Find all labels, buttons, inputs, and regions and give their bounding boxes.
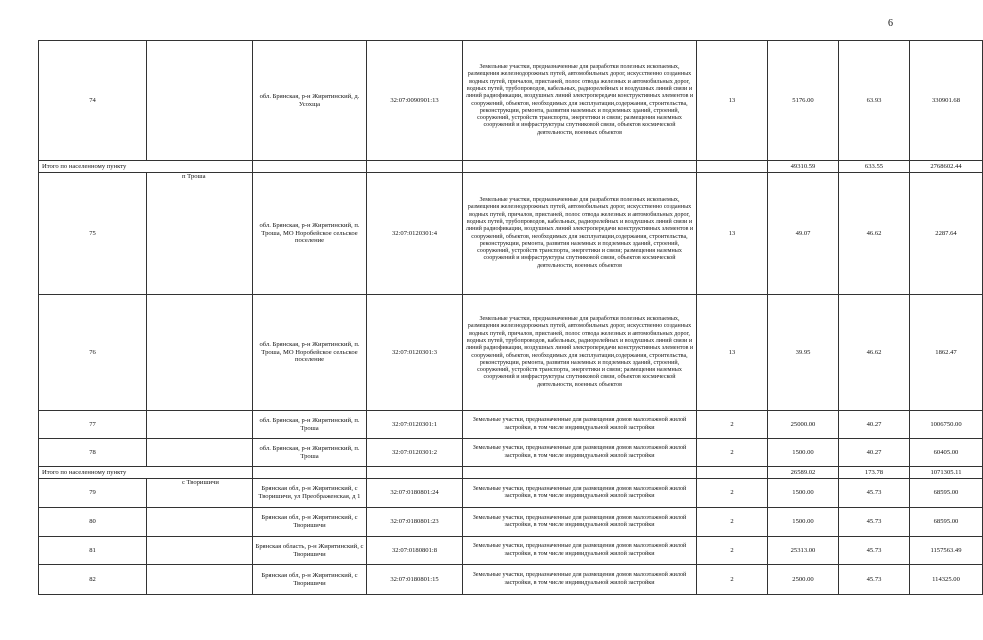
- cadastral-number: 32:07:0180801:24: [367, 479, 463, 508]
- empty-cell: [697, 467, 768, 479]
- total-area: 49310.59: [768, 161, 839, 173]
- rate-value: 63.93: [839, 41, 910, 161]
- area-value: 1500.00: [768, 479, 839, 508]
- cost-value: 1157563.49: [910, 537, 983, 565]
- total-rate: 633.55: [839, 161, 910, 173]
- row-number: 79: [39, 479, 147, 508]
- use-group-code: 2: [697, 508, 768, 537]
- total-cost: 2768602.44: [910, 161, 983, 173]
- permitted-use: Земельные участки, предназначенные для размещения домов малоэтажной жилой застройки, в том числе индивидуальной жилой застройки: [463, 439, 697, 467]
- permitted-use: Земельные участки, предназначенные для размещения домов малоэтажной жилой застройки, в том числе индивидуальной жилой застройки: [463, 411, 697, 439]
- settlement-cell: [147, 565, 253, 595]
- total-row: [39, 161, 983, 173]
- address-cell: обл. Брянская, р-н Жирятинский, п. Троша, МО Норобейское сельское поселение: [253, 173, 367, 295]
- empty-cell: [463, 161, 697, 173]
- address-cell: обл. Брянская, р-н Жирятинский, п. Троша: [253, 411, 367, 439]
- rate-value: 45.73: [839, 565, 910, 595]
- cadastral-number: 32:07:0090901:13: [367, 41, 463, 161]
- area-value: 1500.00: [768, 508, 839, 537]
- use-group-code: 2: [697, 411, 768, 439]
- table-row: [39, 508, 983, 537]
- total-rate: 173.78: [839, 467, 910, 479]
- row-number: 80: [39, 508, 147, 537]
- settlement-cell: [147, 439, 253, 467]
- permitted-use: Земельные участки, предназначенные для разработки полезных ископаемых, размещения железнодорожных путей, автомобильных дорог, искусственно созданных водных путей, причалов, пристаней, полос отвода железных и автомобильных дорог, водных путей, трубопроводов, кабельных, радиорелейных и воздушных линий связи и линий радиофикации, воздушных линий электропередачи конструктивных элементов и сооружений, объектов, необходимых для эксплуатации,содержания, строительства, реконструкции, ремонта, развития наземных и подземных зданий, строений, сооружений, устройств транспорта, энергетики и связи; размещения наземных сооружений и инфраструктуры спутниковой связи, объектов космической деятельности, военных объектов: [463, 295, 697, 411]
- area-value: 39.95: [768, 295, 839, 411]
- total-cost: 1071305.11: [910, 467, 983, 479]
- settlement-cell: [147, 508, 253, 537]
- table-body: [39, 41, 983, 595]
- cost-value: 114325.00: [910, 565, 983, 595]
- permitted-use: Земельные участки, предназначенные для размещения домов малоэтажной жилой застройки, в том числе индивидуальной жилой застройки: [463, 508, 697, 537]
- address-cell: Брянская область, р-н Жирятинский, с Творишичи: [253, 537, 367, 565]
- cost-value: 68595.00: [910, 508, 983, 537]
- cost-value: 60405.00: [910, 439, 983, 467]
- use-group-code: 13: [697, 41, 768, 161]
- permitted-use: Земельные участки, предназначенные для разработки полезных ископаемых, размещения железнодорожных путей, автомобильных дорог, искусственно созданных водных путей, причалов, пристаней, полос отвода железных и автомобильных дорог, водных путей, трубопроводов, кабельных, радиорелейных и воздушных линий связи и линий радиофикации, воздушных линий электропередачи конструктивных элементов и сооружений, объектов, необходимых для эксплуатации,содержания, строительства, реконструкции, ремонта, развития наземных и подземных зданий, строений, сооружений, устройств транспорта, энергетики и связи; размещения наземных сооружений и инфраструктуры спутниковой связи, объектов космической деятельности, военных объектов: [463, 173, 697, 295]
- cost-value: 1006750.00: [910, 411, 983, 439]
- settlement-cell: [147, 411, 253, 439]
- empty-cell: [463, 467, 697, 479]
- empty-cell: [367, 161, 463, 173]
- address-cell: Брянская обл, р-н Жирятинский, с Творишичи: [253, 565, 367, 595]
- rate-value: 45.73: [839, 479, 910, 508]
- settlement-cell: [147, 295, 253, 411]
- settlement-cell: [147, 41, 253, 161]
- empty-cell: [697, 161, 768, 173]
- cadastral-number: 32:07:0180801:8: [367, 537, 463, 565]
- row-number: 74: [39, 41, 147, 161]
- permitted-use: Земельные участки, предназначенные для размещения домов малоэтажной жилой застройки, в том числе индивидуальной жилой застройки: [463, 537, 697, 565]
- use-group-code: 2: [697, 537, 768, 565]
- total-label: Итого по населенному пункту: [39, 161, 253, 173]
- address-cell: обл. Брянская, р-н Жирятинский, д. Усохща: [253, 41, 367, 161]
- area-value: 25000.00: [768, 411, 839, 439]
- use-group-code: 2: [697, 479, 768, 508]
- cadastral-number: 32:07:0180801:15: [367, 565, 463, 595]
- cost-value: 1862.47: [910, 295, 983, 411]
- permitted-use: Земельные участки, предназначенные для размещения домов малоэтажной жилой застройки, в том числе индивидуальной жилой застройки: [463, 479, 697, 508]
- cadastral-number: 32:07:0120301:1: [367, 411, 463, 439]
- use-group-code: 2: [697, 439, 768, 467]
- page-number: 6: [888, 18, 893, 29]
- rate-value: 46.62: [839, 295, 910, 411]
- permitted-use: Земельные участки, предназначенные для разработки полезных ископаемых, размещения железнодорожных путей, автомобильных дорог, искусственно созданных водных путей, причалов, пристаней, полос отвода железных и автомобильных дорог, водных путей, трубопроводов, кабельных, радиорелейных и воздушных линий связи и линий радиофикации, воздушных линий электропередачи конструктивных элементов и сооружений, объектов, необходимых для эксплуатации,содержания, строительства, реконструкции, ремонта, развития наземных и подземных зданий, строений, сооружений, устройств транспорта, энергетики и связи; размещения наземных сооружений и инфраструктуры спутниковой связи, объектов космической деятельности, военных объектов: [463, 41, 697, 161]
- empty-cell: [253, 161, 367, 173]
- rate-value: 40.27: [839, 411, 910, 439]
- area-value: 2500.00: [768, 565, 839, 595]
- row-number: 82: [39, 565, 147, 595]
- table-row: [39, 565, 983, 595]
- row-number: 76: [39, 295, 147, 411]
- rate-value: 45.73: [839, 508, 910, 537]
- row-number: 78: [39, 439, 147, 467]
- land-plots-table: [38, 40, 983, 595]
- settlement-header: п Троша: [182, 173, 206, 180]
- cadastral-number: 32:07:0120301:2: [367, 439, 463, 467]
- permitted-use: Земельные участки, предназначенные для размещения домов малоэтажной жилой застройки, в том числе индивидуальной жилой застройки: [463, 565, 697, 595]
- empty-cell: [367, 467, 463, 479]
- area-value: 49.07: [768, 173, 839, 295]
- cadastral-number: 32:07:0120301:3: [367, 295, 463, 411]
- address-cell: обл. Брянская, р-н Жирятинский, п. Троша: [253, 439, 367, 467]
- cadastral-number: 32:07:0180801:23: [367, 508, 463, 537]
- rate-value: 40.27: [839, 439, 910, 467]
- area-value: 1500.00: [768, 439, 839, 467]
- table-row: [39, 411, 983, 439]
- total-label: Итого по населенному пункту: [39, 467, 253, 479]
- table-row: [39, 173, 983, 295]
- table-row: [39, 479, 983, 508]
- settlement-cell: [147, 173, 253, 295]
- cost-value: 68595.00: [910, 479, 983, 508]
- empty-cell: [253, 467, 367, 479]
- total-area: 26589.02: [768, 467, 839, 479]
- table-row: [39, 41, 983, 161]
- table-row: [39, 537, 983, 565]
- use-group-code: 2: [697, 565, 768, 595]
- table-row: [39, 295, 983, 411]
- address-cell: Брянская обл, р-н Жирятинский, с Творишичи, ул Преображенская, д 1: [253, 479, 367, 508]
- row-number: 81: [39, 537, 147, 565]
- cost-value: 330901.68: [910, 41, 983, 161]
- rate-value: 45.73: [839, 537, 910, 565]
- settlement-cell: [147, 537, 253, 565]
- area-value: 5176.00: [768, 41, 839, 161]
- table-row: [39, 439, 983, 467]
- row-number: 77: [39, 411, 147, 439]
- settlement-header: с Творишичи: [182, 479, 219, 486]
- area-value: 25313.00: [768, 537, 839, 565]
- cadastral-number: 32:07:0120301:4: [367, 173, 463, 295]
- settlement-cell: [147, 479, 253, 508]
- use-group-code: 13: [697, 173, 768, 295]
- row-number: 75: [39, 173, 147, 295]
- total-row: [39, 467, 983, 479]
- cost-value: 2287.64: [910, 173, 983, 295]
- use-group-code: 13: [697, 295, 768, 411]
- address-cell: Брянская обл, р-н Жирятинский, с Творишичи: [253, 508, 367, 537]
- address-cell: обл. Брянская, р-н Жирятинский, п. Троша, МО Норобейское сельское поселение: [253, 295, 367, 411]
- rate-value: 46.62: [839, 173, 910, 295]
